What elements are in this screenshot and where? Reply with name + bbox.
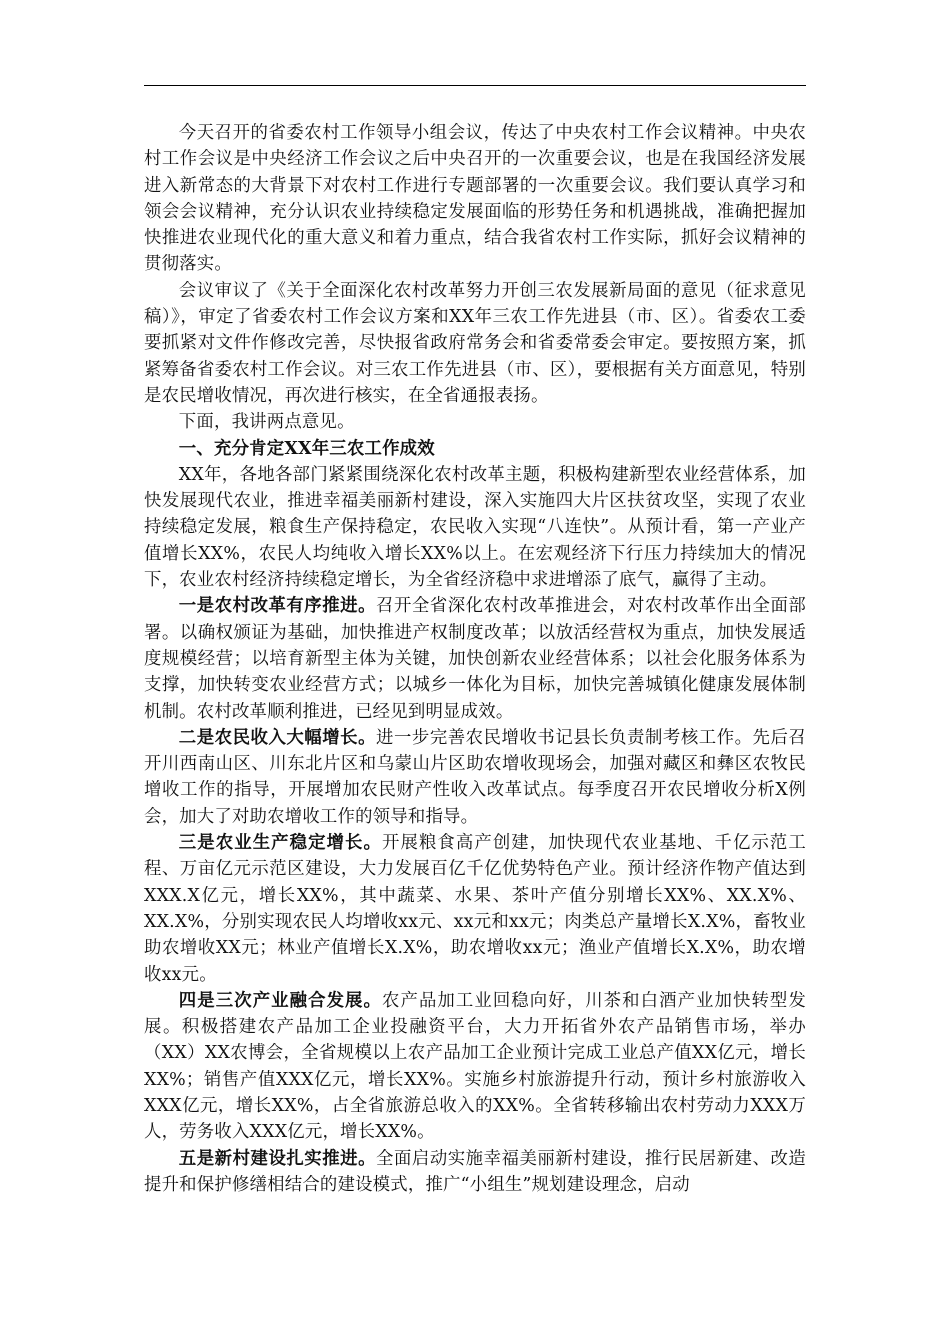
paragraph-text: 下面，我讲两点意见。 xyxy=(178,412,355,433)
paragraph-meeting-review xyxy=(144,278,806,409)
paragraph-lead: 二是农民收入大幅增长。 xyxy=(178,727,377,748)
section-heading-1 xyxy=(144,436,806,462)
paragraph-text: 进一步完善农民增收书记县长负责制考核工作。先后召开川西南山区、川东北片区和乌蒙山片区助农增收现场会，加强对藏区和彝区农牧民增收工作的指导，开展增加农民财产性收入改革试点。每季度召开农民增收分析X例会，加大了对助农增收工作的领导和指导。 xyxy=(144,727,806,827)
paragraph-text: 会议审议了《关于全面深化农村改革努力开创三农发展新局面的意见（征求意见稿）》，审定了省委农村工作会议方案和XX年三农工作先进县（市、区）。省委农工委要抓紧对文件作修改完善，尽快报省政府常务会和省委常委会审定。要按照方案，抓紧筹备省委农村工作会议。对三农工作先进县（市、区），要根据有关方面意见，特别是农民增收情况，再次进行核实，在全省通报表扬。 xyxy=(144,280,806,406)
paragraph-text: 今天召开的省委农村工作领导小组会议，传达了中央农村工作会议精神。中央农村工作会议是中央经济工作会议之后中央召开的一次重要会议，也是在我国经济发展进入新常态的大背景下对农村工作进行专题部署的一次重要会议。我们要认真学习和领会会议精神，充分认识农业持续稳定发展面临的形势任务和机遇挑战，准确把握加快推进农业现代化的重大意义和着力重点，结合我省农村工作实际，抓好会议精神的贯彻落实。 xyxy=(144,123,806,275)
section-heading-text: 一、充分肯定XX年三农工作成效 xyxy=(178,438,435,459)
paragraph-lead: 五是新村建设扎实推进。 xyxy=(178,1148,377,1169)
paragraph-point-1 xyxy=(144,593,806,724)
paragraph-text: 开展粮食高产创建，加快现代农业基地、千亿示范工程、万亩亿元示范区建设，大力发展百亿千亿优势特色产业。预计经济作物产值达到XXX.X亿元，增长XX%，其中蔬菜、水果、茶叶产值分别增长XX%、XX.X%、XX.X%，分别实现农民人均增收xx元、xx元和xx元；肉类总产量增长X.X%，畜牧业助农增收XX元；林业产值增长X.X%，助农增收xx元；渔业产值增长X.X%，助农增收xx元。 xyxy=(144,833,806,985)
paragraph-point-5 xyxy=(144,1146,806,1199)
paragraph-transition xyxy=(144,409,806,435)
paragraph-point-4 xyxy=(144,988,806,1146)
paragraph-point-3 xyxy=(144,830,806,988)
paragraph-point-2 xyxy=(144,725,806,830)
paragraph-lead: 三是农业生产稳定增长。 xyxy=(178,833,382,854)
paragraph-lead: 一是农村改革有序推进。 xyxy=(178,596,377,617)
paragraph-text: 全面启动实施幸福美丽新村建设，推行民居新建、改造提升和保护修缮相结合的建设模式，推广“小组生”规划建设理念，启动 xyxy=(144,1148,806,1195)
paragraph-intro xyxy=(144,120,806,278)
paragraph-overview xyxy=(144,462,806,593)
paragraph-text: 农产品加工业回稳向好，川茶和白酒产业加快转型发展。积极搭建农产品加工企业投融资平台，大力开拓省外农产品销售市场，举办（XX）XX农博会，全省规模以上农产品加工企业预计完成工业总产值XX亿元，增长XX%；销售产值XXX亿元，增长XX%。实施乡村旅游提升行动，预计乡村旅游收入XXX亿元，增长XX%，占全省旅游总收入的XX%。全省转移输出农村劳动力XXX万人，劳务收入XXX亿元，增长XX%。 xyxy=(144,990,806,1143)
document-body xyxy=(144,120,806,1198)
paragraph-text: XX年，各地各部门紧紧围绕深化农村改革主题，积极构建新型农业经营体系，加快发展现代农业，推进幸福美丽新村建设，深入实施四大片区扶贫攻坚，实现了农业持续稳定发展，粮食生产保持稳定，农民收入实现“八连快”。从预计看，第一产业产值增长XX%，农民人均纯收入增长XX%以上。在宏观经济下行压力持续加大的情况下，农业农村经济持续稳定增长，为全省经济稳中求进增添了底气，赢得了主动。 xyxy=(144,464,806,591)
paragraph-text: 召开全省深化农村改革推进会，对农村改革作出全面部署。以确权颁证为基础，加快推进产权制度改革；以放活经营权为重点，加快发展适度规模经营；以培育新型主体为关键，加快创新农业经营体系；以社会化服务体系为支撑，加快转变农业经营方式；以城乡一体化为目标，加快完善城镇化健康发展体制机制。农村改革顺利推进，已经见到明显成效。 xyxy=(144,596,806,722)
paragraph-lead: 四是三次产业融合发展。 xyxy=(178,990,382,1011)
header-rule xyxy=(144,85,806,86)
